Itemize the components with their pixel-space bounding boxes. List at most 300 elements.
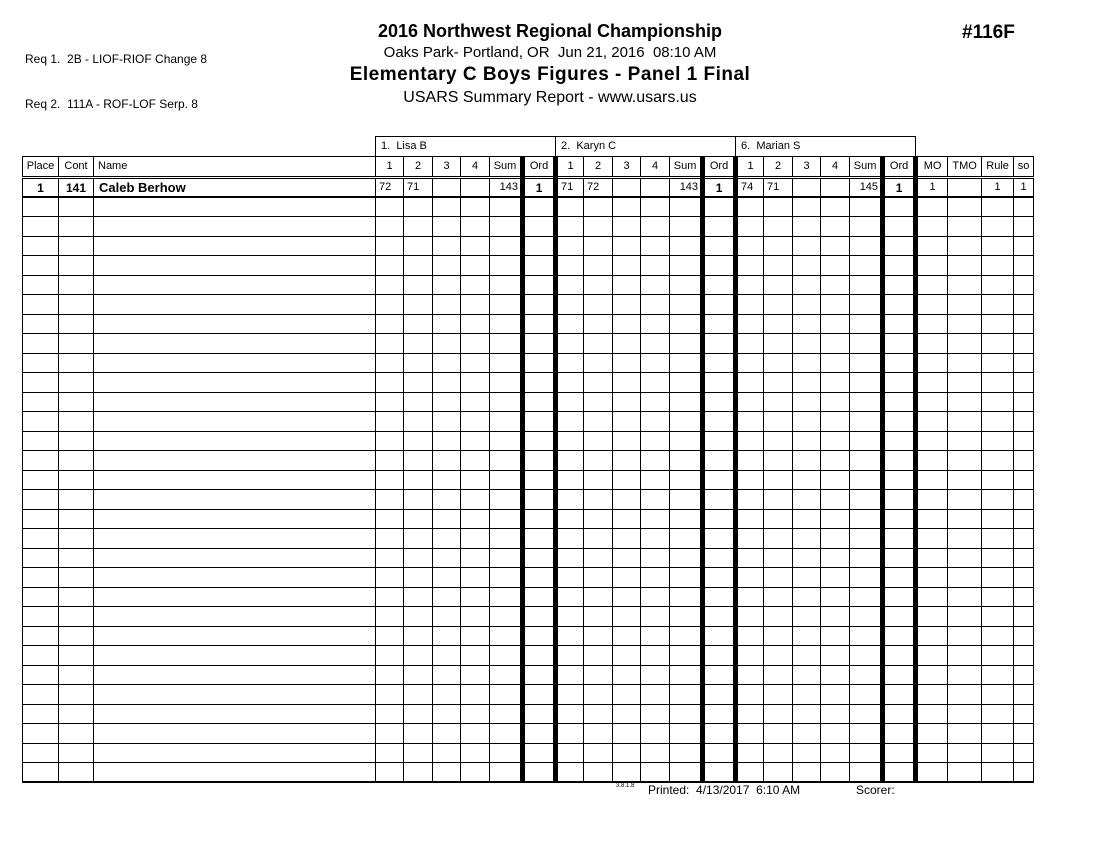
empty-cell [1014, 704, 1034, 724]
empty-cell [764, 217, 793, 237]
empty-cell [821, 490, 850, 510]
empty-cell [584, 353, 613, 373]
empty-cell [490, 587, 523, 607]
empty-cell [490, 490, 523, 510]
empty-cell [764, 392, 793, 412]
empty-cell [461, 529, 490, 549]
empty-cell [916, 412, 948, 432]
col-header-mo: MO [916, 157, 948, 178]
empty-cell [821, 470, 850, 490]
empty-cell [613, 373, 641, 393]
empty-cell [948, 509, 982, 529]
empty-cell [821, 724, 850, 744]
empty-cell [850, 548, 883, 568]
empty-cell [461, 353, 490, 373]
empty-cell [883, 685, 916, 705]
empty-cell [736, 626, 764, 646]
empty-cell [821, 275, 850, 295]
empty-cell [23, 743, 59, 763]
empty-cell [490, 392, 523, 412]
empty-cell [982, 743, 1014, 763]
empty-cell [490, 724, 523, 744]
empty-cell [948, 724, 982, 744]
empty-cell [916, 509, 948, 529]
empty-cell [490, 548, 523, 568]
empty-cell [461, 470, 490, 490]
empty-cell [883, 217, 916, 237]
empty-cell [948, 548, 982, 568]
empty-cell [821, 509, 850, 529]
empty-cell [461, 607, 490, 627]
empty-cell [376, 646, 404, 666]
empty-cell [916, 626, 948, 646]
empty-cell [641, 275, 670, 295]
empty-cell [736, 568, 764, 588]
empty-cell [850, 275, 883, 295]
empty-cell [1014, 451, 1034, 471]
empty-cell [982, 626, 1014, 646]
empty-cell [883, 704, 916, 724]
empty-cell [670, 646, 703, 666]
empty-cell [94, 490, 376, 510]
empty-cell [982, 275, 1014, 295]
empty-cell [641, 353, 670, 373]
empty-cell [376, 743, 404, 763]
empty-cell [670, 275, 703, 295]
empty-cell [764, 236, 793, 256]
empty-cell [94, 685, 376, 705]
empty-cell [523, 431, 556, 451]
empty-cell [376, 626, 404, 646]
empty-cell [433, 217, 461, 237]
empty-cell [404, 607, 433, 627]
empty-cell [793, 763, 821, 783]
empty-cell [670, 256, 703, 276]
empty-cell [764, 334, 793, 354]
empty-cell [59, 626, 94, 646]
empty-cell [883, 373, 916, 393]
empty-cell [670, 704, 703, 724]
empty-cell [556, 236, 584, 256]
empty-cell [850, 217, 883, 237]
empty-cell [736, 373, 764, 393]
empty-cell [404, 665, 433, 685]
empty-cell [764, 509, 793, 529]
empty-cell [948, 685, 982, 705]
empty-cell [982, 568, 1014, 588]
empty-cell [764, 685, 793, 705]
empty-cell [703, 724, 736, 744]
empty-cell [376, 548, 404, 568]
event-title: Elementary C Boys Figures - Panel 1 Final [349, 64, 751, 85]
empty-cell [584, 529, 613, 549]
empty-cell [1014, 529, 1034, 549]
empty-cell [59, 236, 94, 256]
empty-cell [821, 353, 850, 373]
empty-cell [821, 412, 850, 432]
empty-cell [821, 236, 850, 256]
empty-cell [461, 275, 490, 295]
empty-cell [793, 295, 821, 315]
empty-cell [613, 392, 641, 412]
empty-cell [376, 256, 404, 276]
empty-cell [793, 704, 821, 724]
empty-cell [613, 217, 641, 237]
empty-cell [523, 256, 556, 276]
empty-cell [821, 256, 850, 276]
empty-cell [584, 665, 613, 685]
empty-cell [376, 607, 404, 627]
empty-cell [670, 607, 703, 627]
empty-cell [736, 490, 764, 510]
software-version: 3.8.1.8 [616, 783, 635, 789]
empty-cell [523, 763, 556, 783]
empty-cell [1014, 646, 1034, 666]
empty-cell [523, 704, 556, 724]
empty-cell [404, 275, 433, 295]
empty-row [23, 412, 1034, 432]
empty-cell [376, 373, 404, 393]
empty-cell [23, 392, 59, 412]
empty-cell [94, 197, 376, 217]
empty-cell [982, 236, 1014, 256]
place-cell: 1 [23, 178, 59, 198]
empty-cell [490, 607, 523, 627]
judge-3-ord-cell: 1 [883, 178, 916, 198]
empty-cell [376, 451, 404, 471]
empty-cell [523, 509, 556, 529]
empty-cell [556, 392, 584, 412]
empty-cell [584, 470, 613, 490]
empty-cell [793, 314, 821, 334]
empty-cell [556, 685, 584, 705]
empty-cell [670, 334, 703, 354]
empty-cell [1014, 587, 1034, 607]
empty-cell [948, 470, 982, 490]
judge-3-col-header-ord: Ord [883, 157, 916, 178]
empty-cell [883, 451, 916, 471]
empty-cell [736, 412, 764, 432]
empty-cell [703, 392, 736, 412]
empty-cell [584, 490, 613, 510]
empty-cell [433, 412, 461, 432]
empty-cell [490, 451, 523, 471]
empty-cell [948, 451, 982, 471]
empty-cell [556, 256, 584, 276]
judge-2-score-2-cell: 72 [584, 178, 613, 198]
empty-cell [59, 763, 94, 783]
empty-row [23, 392, 1034, 412]
empty-cell [490, 529, 523, 549]
empty-cell [916, 743, 948, 763]
empty-cell [883, 665, 916, 685]
empty-cell [736, 665, 764, 685]
empty-cell [613, 763, 641, 783]
empty-cell [703, 587, 736, 607]
empty-cell [670, 626, 703, 646]
empty-cell [850, 197, 883, 217]
empty-cell [883, 275, 916, 295]
empty-cell [764, 763, 793, 783]
empty-cell [916, 685, 948, 705]
judge-3-col-header-1: 1 [736, 157, 764, 178]
empty-row [23, 509, 1034, 529]
empty-cell [982, 665, 1014, 685]
empty-cell [556, 548, 584, 568]
empty-cell [584, 373, 613, 393]
empty-cell [764, 295, 793, 315]
title-block [0, 20, 1100, 109]
empty-cell [916, 353, 948, 373]
empty-cell [793, 743, 821, 763]
judge-1-col-header-sum: Sum [490, 157, 523, 178]
judge-row-right-spacer [916, 137, 1034, 157]
empty-cell [883, 607, 916, 627]
empty-cell [736, 704, 764, 724]
empty-cell [821, 704, 850, 724]
empty-cell [850, 295, 883, 315]
empty-cell [793, 256, 821, 276]
judge-1-col-header-ord: Ord [523, 157, 556, 178]
empty-cell [23, 646, 59, 666]
empty-cell [461, 724, 490, 744]
empty-cell [23, 509, 59, 529]
empty-cell [670, 685, 703, 705]
empty-cell [703, 431, 736, 451]
empty-cell [948, 217, 982, 237]
empty-cell [850, 490, 883, 510]
empty-cell [584, 314, 613, 334]
empty-cell [613, 685, 641, 705]
empty-cell [404, 392, 433, 412]
empty-cell [584, 256, 613, 276]
empty-cell [850, 646, 883, 666]
empty-cell [433, 431, 461, 451]
empty-row [23, 587, 1034, 607]
empty-cell [404, 646, 433, 666]
empty-cell [670, 568, 703, 588]
empty-cell [948, 568, 982, 588]
empty-row [23, 704, 1034, 724]
empty-cell [461, 197, 490, 217]
empty-cell [764, 646, 793, 666]
empty-cell [404, 685, 433, 705]
empty-cell [404, 373, 433, 393]
empty-cell [461, 314, 490, 334]
empty-cell [613, 353, 641, 373]
empty-cell [23, 217, 59, 237]
judge-2-col-header-ord: Ord [703, 157, 736, 178]
empty-cell [982, 314, 1014, 334]
empty-cell [556, 568, 584, 588]
empty-cell [703, 509, 736, 529]
empty-cell [23, 704, 59, 724]
empty-cell [736, 275, 764, 295]
empty-cell [641, 197, 670, 217]
empty-cell [703, 334, 736, 354]
empty-cell [376, 704, 404, 724]
empty-cell [793, 626, 821, 646]
empty-cell [94, 724, 376, 744]
empty-cell [613, 509, 641, 529]
empty-cell [764, 490, 793, 510]
empty-cell [736, 431, 764, 451]
empty-cell [641, 509, 670, 529]
empty-cell [641, 568, 670, 588]
empty-cell [461, 490, 490, 510]
empty-cell [982, 704, 1014, 724]
empty-cell [948, 256, 982, 276]
empty-cell [736, 685, 764, 705]
empty-cell [1014, 724, 1034, 744]
empty-cell [433, 763, 461, 783]
empty-cell [948, 295, 982, 315]
empty-cell [850, 685, 883, 705]
empty-cell [556, 607, 584, 627]
empty-cell [613, 529, 641, 549]
empty-cell [490, 217, 523, 237]
empty-cell [1014, 763, 1034, 783]
empty-cell [461, 373, 490, 393]
empty-cell [433, 451, 461, 471]
empty-cell [883, 509, 916, 529]
empty-cell [982, 295, 1014, 315]
empty-cell [1014, 334, 1034, 354]
empty-cell [916, 314, 948, 334]
empty-cell [59, 353, 94, 373]
empty-cell [850, 373, 883, 393]
empty-cell [736, 256, 764, 276]
empty-cell [736, 763, 764, 783]
judge-1-score-4-cell [461, 178, 490, 198]
judge-1-col-header-3: 3 [433, 157, 461, 178]
empty-cell [461, 217, 490, 237]
empty-cell [793, 431, 821, 451]
empty-cell [376, 665, 404, 685]
empty-cell [94, 295, 376, 315]
empty-row [23, 217, 1034, 237]
empty-cell [490, 373, 523, 393]
empty-cell [850, 431, 883, 451]
empty-cell [1014, 373, 1034, 393]
empty-cell [982, 412, 1014, 432]
empty-cell [584, 724, 613, 744]
empty-cell [670, 197, 703, 217]
req-line-1: Req 1. 2B - LIOF-RIOF Change 8 [25, 52, 208, 66]
empty-cell [461, 743, 490, 763]
empty-cell [1014, 353, 1034, 373]
empty-cell [883, 587, 916, 607]
empty-cell [59, 490, 94, 510]
empty-cell [916, 451, 948, 471]
empty-cell [982, 470, 1014, 490]
mo-cell: 1 [916, 178, 948, 198]
empty-cell [1014, 197, 1034, 217]
empty-cell [556, 743, 584, 763]
empty-cell [641, 373, 670, 393]
empty-cell [670, 724, 703, 744]
empty-cell [556, 197, 584, 217]
empty-cell [433, 529, 461, 549]
empty-cell [850, 509, 883, 529]
empty-cell [94, 236, 376, 256]
empty-cell [23, 353, 59, 373]
empty-cell [670, 743, 703, 763]
empty-cell [850, 529, 883, 549]
empty-cell [736, 509, 764, 529]
empty-cell [376, 509, 404, 529]
empty-cell [94, 314, 376, 334]
empty-cell [404, 529, 433, 549]
empty-cell [982, 763, 1014, 783]
empty-cell [764, 587, 793, 607]
empty-cell [948, 275, 982, 295]
empty-cell [461, 392, 490, 412]
empty-cell [670, 217, 703, 237]
empty-cell [703, 607, 736, 627]
empty-cell [850, 470, 883, 490]
empty-cell [703, 314, 736, 334]
empty-cell [404, 470, 433, 490]
empty-row [23, 607, 1034, 627]
empty-cell [613, 646, 641, 666]
empty-cell [793, 587, 821, 607]
judge-2-name-header: 2. Karyn C [556, 137, 736, 157]
empty-row [23, 275, 1034, 295]
empty-cell [821, 451, 850, 471]
empty-cell [523, 626, 556, 646]
empty-cell [982, 587, 1014, 607]
empty-cell [670, 314, 703, 334]
judge-3-col-header-3: 3 [793, 157, 821, 178]
empty-cell [850, 451, 883, 471]
empty-cell [404, 568, 433, 588]
empty-cell [670, 490, 703, 510]
empty-cell [764, 197, 793, 217]
empty-cell [703, 743, 736, 763]
empty-cell [404, 724, 433, 744]
req-line-2: Req 2. 111A - ROF-LOF Serp. 8 [25, 97, 198, 111]
empty-cell [641, 256, 670, 276]
empty-cell [376, 431, 404, 451]
empty-cell [793, 353, 821, 373]
empty-cell [490, 275, 523, 295]
empty-cell [433, 568, 461, 588]
empty-cell [764, 431, 793, 451]
empty-cell [23, 665, 59, 685]
empty-cell [850, 607, 883, 627]
empty-cell [523, 548, 556, 568]
empty-cell [764, 743, 793, 763]
empty-cell [641, 431, 670, 451]
empty-cell [764, 256, 793, 276]
empty-cell [523, 607, 556, 627]
empty-cell [948, 704, 982, 724]
empty-cell [703, 704, 736, 724]
empty-cell [641, 490, 670, 510]
empty-cell [948, 197, 982, 217]
empty-cell [490, 470, 523, 490]
empty-cell [883, 529, 916, 549]
empty-cell [641, 685, 670, 705]
empty-cell [59, 529, 94, 549]
empty-cell [461, 509, 490, 529]
empty-cell [948, 587, 982, 607]
empty-cell [821, 665, 850, 685]
judge-2-score-4-cell [641, 178, 670, 198]
empty-cell [94, 353, 376, 373]
empty-cell [703, 373, 736, 393]
